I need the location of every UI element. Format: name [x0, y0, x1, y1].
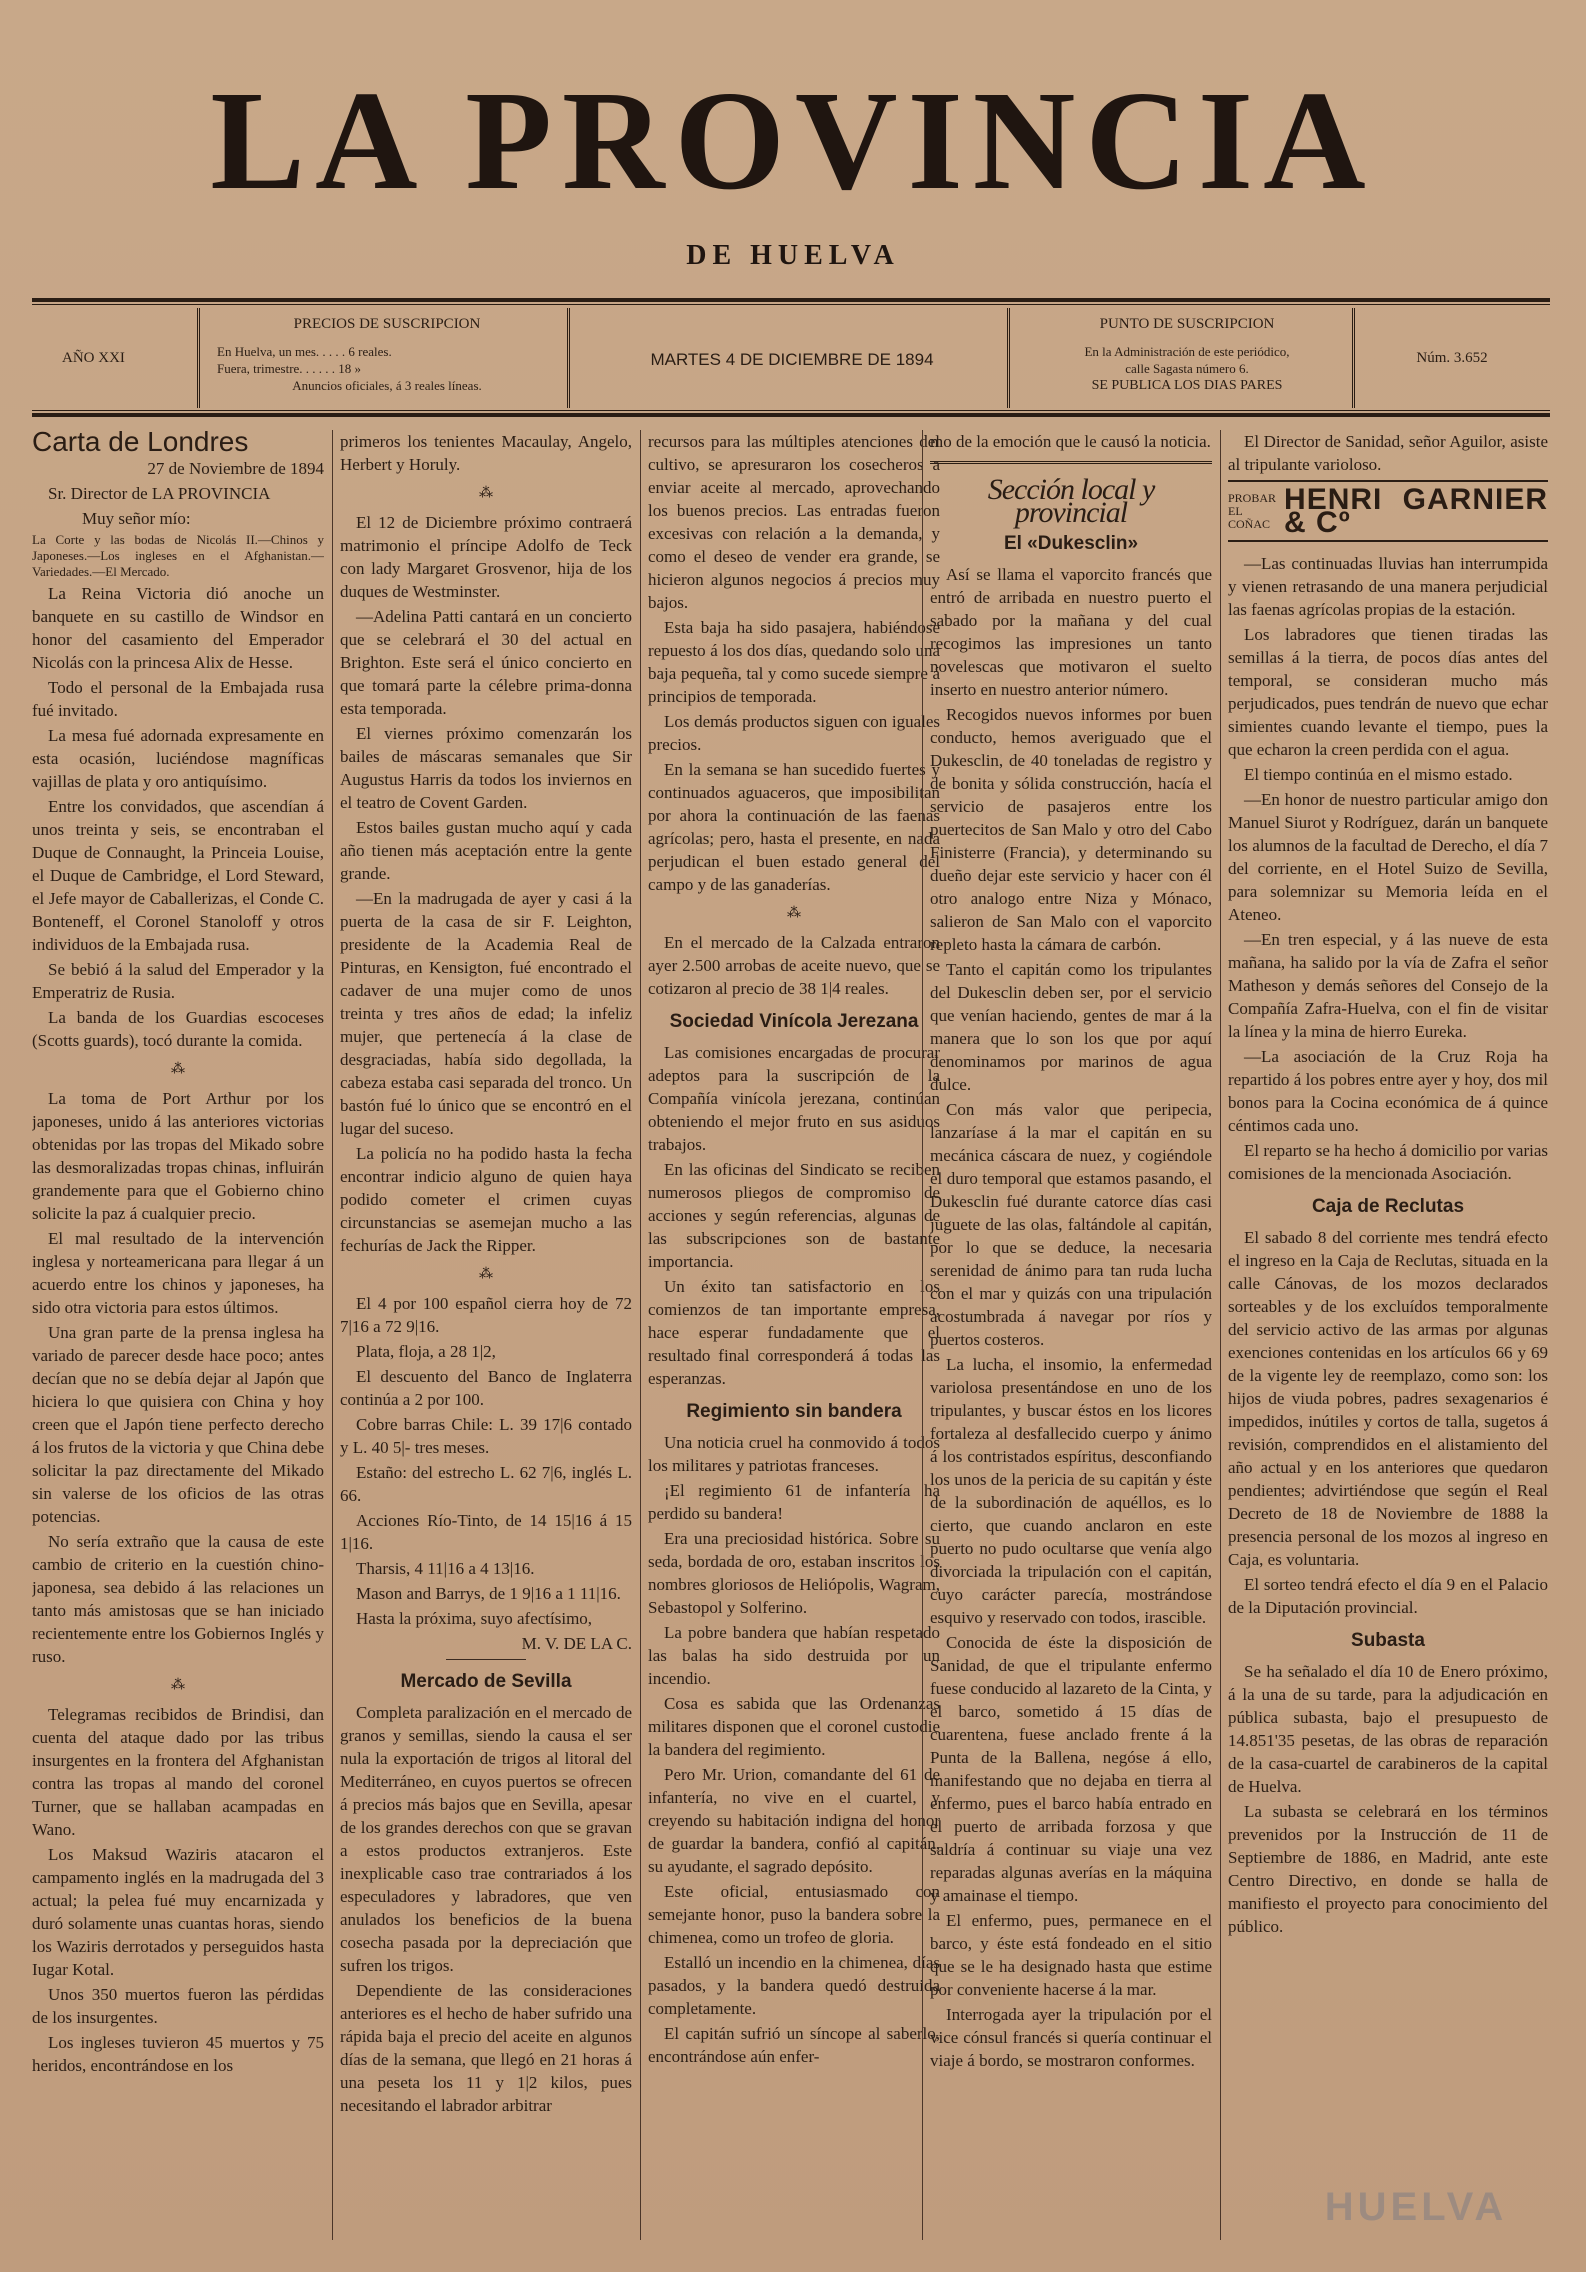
- masthead-subtitle: DE HUELVA: [686, 240, 900, 271]
- paragraph: El 4 por 100 español cierra hoy de 72 7|16 a 72 9|16.: [340, 1294, 632, 1336]
- paragraph: El enfermo, pues, permanece en el barco, y éste está fondeado en el sitio que se le ha designado hasta que estime por conveniente hacerse á la mar.: [930, 1911, 1212, 1999]
- paragraph: El reparto se ha hecho á domicilio por varias comisiones de la mencionada Asociación.: [1228, 1141, 1548, 1183]
- prices-box: [217, 316, 557, 416]
- paragraph: —Adelina Patti cantará en un concierto que se celebrará el 30 del actual en Brighton. Este será el único concierto en que tomará parte la célebre prima-donna esta temporada.: [340, 607, 632, 718]
- paragraph: La pobre bandera que habían respetado las balas ha sido destruida por un incendio.: [648, 1623, 940, 1688]
- paragraph: recursos para las múltiples atenciones del cultivo, se apresuraron los cosecheros a enviar aceite al mercado, aprovechando los buenos precios. Las entradas fueron excesivas con relación a la demanda, y como el deseo de vender era grande, se hicieron algunos negocios á precios muy bajos.: [648, 432, 940, 612]
- paragraph: ¡El regimiento 61 de infantería ha perdido su bandera!: [648, 1481, 940, 1523]
- paragraph: Los Maksud Waziris atacaron el campamento inglés en la madrugada del 3 actual; la pelea fué muy encarnizada y duró solamente unas cuantas horas, siendo los Waziris derrotados y perseguidos hasta Iugar Kotal.: [32, 1845, 324, 1979]
- paragraph: La subasta se celebrará en los términos prevenidos por la Instrucción de 11 de Septiembre de 1886, en Madrid, ante este Centro Directivo, en donde se halla de manifiesto el proyecto para conocimiento del público.: [1228, 1802, 1548, 1936]
- paragraph: Una gran parte de la prensa inglesa ha variado de parecer desde hace poco; antes decían que no se debía dejar al Japón que hiciera lo que quisiera con China y hoy creen que el Japón tiene perfecto derecho á los frutos de la victoria y que China debe solicitar la paz directamente del Mikado sin valerse de los oficios de las otras potencias.: [32, 1323, 324, 1526]
- asterism-icon: ⁂: [479, 1267, 493, 1282]
- section-heading: Subasta: [1351, 1630, 1425, 1651]
- paragraph: No sería extraño que la causa de este cambio de criterio en la cuestión chino-japonesa, sea debido á las relaciones un tanto más amistosas que se han iniciado recientemente entre los Gobiernos Inglés y ruso.: [32, 1532, 324, 1666]
- info-divider: [567, 308, 574, 408]
- column-4: [930, 430, 1212, 2240]
- paragraph: Cobre barras Chile: L. 39 17|6 contado y L. 40 5|- tres meses.: [340, 1415, 632, 1457]
- paragraph: Entre los convidados, que ascendían á unos treinta y seis, se encontraban el Duque de Connaught, la Princeia Louise, el Duque de Cambridge, el Lord Steward, el Jefe mayor de Caballerizas, el Conde C. Bonteneff, el Coronel Stanoloff y otros individuos de la Embajada rusa.: [32, 797, 324, 954]
- paragraph: Con más valor que peripecia, lanzaríase á la mar el capitán en su mecánica cáscara de nuez, y cogiéndole el duro temporal que estamos pasando, el Dukesclin fué durante catorce días casi juguete de las olas, faltándole al capitán, por lo que se deduce, la necesaria serenidad de ánimo para tan ruda lucha con el mar y quizás con una tripulación acostumbrada á navegar por ríos y puertos costeros.: [930, 1100, 1212, 1349]
- column-5: [1228, 430, 1548, 2240]
- point-line: En la Administración de este periódico,: [1084, 344, 1290, 359]
- point-box: [1027, 316, 1347, 416]
- paragraph: En las oficinas del Sindicato se reciben numerosos pliegos de compromiso de acciones y según referencias, algunas de las subscripciones son de bastante importancia.: [648, 1160, 940, 1271]
- section-heading: El «Dukesclin»: [1003, 533, 1139, 554]
- section-heading: Mercado de Sevilla: [400, 1671, 572, 1692]
- masthead-title: LA PROVINCIA: [210, 61, 1376, 219]
- paragraph: La banda de los Guardias escoceses (Scotts guards), tocó durante la comida.: [32, 1008, 324, 1050]
- paragraph: Hasta la próxima, suyo afectísimo,: [356, 1609, 593, 1628]
- prices-title: PRECIOS DE SUSCRIPCION: [293, 316, 481, 332]
- point-line: SE PUBLICA LOS DIAS PARES: [1091, 378, 1283, 393]
- paragraph: Completa paralización en el mercado de granos y semillas, siendo la causa el ser nula la exportación de trigos al litoral del Mediterráneo, en cuyos puertos se ofrecen á precios más bajos que en Sevilla, apesar de los grandes derechos con que se gravan a estos productos extranjeros. Este inexplicable caso trae contrariados á los especuladores y labradores, que ven anulados los beneficios de la buena cosecha pasada por la depreciación que sufren los trigos.: [340, 1703, 632, 1975]
- paragraph: Estaño: del estrecho L. 62 7|6, inglés L. 66.: [340, 1463, 632, 1505]
- paragraph: El descuento del Banco de Inglaterra continúa a 2 por 100.: [340, 1367, 632, 1409]
- point-title: PUNTO DE SUSCRIPCION: [1099, 316, 1275, 332]
- advertisement: [1228, 480, 1548, 542]
- article-date: 27 de Noviembre de 1894: [147, 459, 324, 478]
- info-divider: [197, 308, 204, 408]
- paragraph: Pero Mr. Urion, comandante del 61 de infantería, no vive en el cuartel, y creyendo su habitación indigna del honor de guardar la bandera, confió al capitán, su ayudante, el sagrado depósito.: [648, 1765, 940, 1876]
- paragraph: Conocida de éste la disposición de Sanidad, de que el tripulante enfermo fuese conducido al lazareto de la Cinta, y el barco, sometido á 15 días de cuarentena, fuese anclado frente á la Punta de la Ballena, negóse á ello, manifestando que no dejaba en tierra al enfermo, pues el barco había entrado en el puerto de arribada forzosa y que saldría á continuar su viaje una vez reparadas algunas averías en la máquina y amainase el tiempo.: [930, 1633, 1212, 1905]
- year-label: AÑO XXI: [62, 350, 125, 366]
- paragraph: La toma de Port Arthur por los japoneses, unido á las anteriores victorias obtenidas por las tropas del Mikado sobre las desmoralizadas tropas chinas, influirán grandemente para que el Gobierno chino solicite la paz á cualquier precio.: [32, 1089, 324, 1223]
- issue-number: Núm. 3.652: [1416, 350, 1488, 366]
- paragraph: —Las continuadas lluvias han interrumpida y vienen retrasando de una manera perjudicial las faenas agrícolas propias de la estación.: [1228, 554, 1548, 619]
- asterism-icon: ⁂: [787, 906, 801, 921]
- paragraph: Estalló un incendio en la chimenea, días pasados, y la bandera quedó destruida completamente.: [648, 1953, 940, 2018]
- top-rule: [32, 298, 1550, 302]
- paragraph: Todo el personal de la Embajada rusa fué invitado.: [32, 678, 324, 720]
- paragraph: Este oficial, entusiasmado con semejante honor, puso la bandera sobre la chimenea, como un trofeo de gloria.: [648, 1882, 940, 1947]
- column-divider: [1220, 430, 1221, 2240]
- info-divider: [1007, 308, 1014, 408]
- paragraph: mo de la emoción que le causó la noticia.: [930, 432, 1211, 451]
- ad-text: PROBAR EL COÑAC: [1228, 490, 1277, 531]
- paragraph: Estos bailes gustan mucho aquí y cada año tienen más aceptación entre la gente grande.: [340, 818, 632, 883]
- paragraph: Acciones Río-Tinto, de 14 15|16 á 15 1|16.: [340, 1511, 632, 1553]
- library-stamp: HUELVA: [1324, 2184, 1508, 2229]
- paragraph: Tanto el capitán como los tripulantes del Dukesclin deben ser, por el servicio que venían haciendo, gentes de mar á la manera que lo son los que por aquí denominamos por marinos de agua dulce.: [930, 960, 1212, 1094]
- paragraph: Unos 350 muertos fueron las pérdidas de los insurgentes.: [32, 1985, 324, 2027]
- section-heading: Caja de Reclutas: [1311, 1196, 1465, 1217]
- paragraph: Tharsis, 4 11|16 a 4 13|16.: [356, 1559, 535, 1578]
- paragraph: Interrogada ayer la tripulación por el vice cónsul francés si quería continuar el viaje á bordo, se mostraron conformes.: [930, 2005, 1212, 2070]
- paragraph: Una noticia cruel ha conmovido á todos los militares y patriotas franceses.: [648, 1433, 940, 1475]
- paragraph: El sorteo tendrá efecto el día 9 en el Palacio de la Diputación provincial.: [1228, 1575, 1548, 1617]
- section-heading: Sección local y provincial: [987, 473, 1155, 529]
- paragraph: —En la madrugada de ayer y casi á la puerta de la casa de sir F. Leighton, presidente de la Academia Real de Pinturas, en Kensigton, fué encontrado el cadaver de una mujer como de unos treinta y tres años de edad; la infeliz mujer, que pertenecía á la clase de desgraciadas, había sido degollada, la cabeza estaba casi separada del tronco. Un bastón fué lo único que se encontró en el lugar del suceso.: [340, 889, 632, 1138]
- price-line: Fuera, trimestre. . . . . . 18 »: [217, 361, 362, 376]
- paragraph: —En honor de nuestro particular amigo don Manuel Siurot y Rodríguez, darán un banquete los alumnos de la facultad de Derecho, el día 7 del corriente, en el Hotel Suizo de Sevilla, para solemnizar su Memoria leída en el Ateneo.: [1228, 790, 1548, 924]
- paragraph: El tiempo continúa en el mismo estado.: [1244, 765, 1513, 784]
- paragraph: —La asociación de la Cruz Roja ha repartido á los pobres entre ayer y hoy, dos mil bonos para la Cocina económica de á quince céntimos cada uno.: [1228, 1047, 1548, 1135]
- paragraph: El sabado 8 del corriente mes tendrá efecto el ingreso en la Caja de Reclutas, situada en la calle Cánovas, de los mozos declarados sorteables y de los excluídos temporalmente del servicio activo de las armas por algunas exenciones contenidas en los artículos 66 y 69 de la vigente ley de reemplazo, como son: los hijos de viuda pobres, padres sexagenarios é impedidos, inútiles y cortos de talla, sugetos á revisión, comprendidos en el alistamiento del año actual y en los anteriores que quedaron pendientes; advirtiéndose que según el Real Decreto de 18 de Noviembre de 1888 la presencia personal de los mozos al ingreso en Caja, es voluntaria.: [1228, 1228, 1548, 1569]
- paragraph: La Reina Victoria dió anoche un banquete en su castillo de Windsor en honor del casamiento del Emperador Nicolás con la princesa Alix de Hesse.: [32, 584, 324, 672]
- column-3: [648, 430, 940, 2240]
- section-heading: Regimiento sin bandera: [686, 1401, 902, 1422]
- paragraph: Las comisiones encargadas de procurar adeptos para la suscripción de la Compañía vinícola jerezana, continúan obteniendo el mejor fruto en sus asiduos trabajos.: [648, 1043, 940, 1154]
- price-line: En Huelva, un mes. . . . . 6 reales.: [217, 344, 392, 359]
- paragraph: Se bebió á la salud del Emperador y la Emperatriz de Rusia.: [32, 960, 324, 1002]
- asterism-icon: ⁂: [479, 486, 493, 501]
- paragraph: Los labradores que tienen tiradas las semillas á la tierra, de pocos días antes del temporal, se consideran mucho más perjudicados, pues tendrán de nuevo que echar simientes cuando levante el tiempo, pues la que echaron la creen perdida con el agua.: [1228, 625, 1548, 759]
- paragraph: —En tren especial, y á las nueve de esta mañana, ha salido por la vía de Zafra el señor Matheson y demás señores del Consejo de la Compañía Zafra-Huelva, con el fin de visitar la línea y la mina de hierro Eureka.: [1228, 930, 1548, 1041]
- salutation: Muy señor mío:: [82, 509, 191, 528]
- point-line: calle Sagasta número 6.: [1125, 361, 1249, 376]
- price-line: Anuncios oficiales, á 3 reales líneas.: [292, 378, 482, 393]
- paragraph: Plata, floja, a 28 1|2,: [356, 1342, 496, 1361]
- column-divider: [922, 430, 923, 2240]
- paragraph: En la semana se han sucedido fuertes y continuados aguaceros, que imposibilitan por ahora la continuación de las faenas agrícolas; pero, hasta el presente, en nada perjudican el buen estado general del campo y de las ganaderías.: [648, 760, 940, 894]
- column-2: [340, 430, 632, 2240]
- paragraph: Un éxito tan satisfactorio en los comienzos de tan importante empresa, hace esperar fundadamente que el resultado final corresponderá á todas las esperanzas.: [648, 1277, 940, 1388]
- info-divider: [1352, 308, 1359, 408]
- bottom-rule-thin: [32, 410, 1550, 411]
- paragraph: En el mercado de la Calzada entraron ayer 2.500 arrobas de aceite nuevo, que se cotizaron al precio de 38 1|4 reales.: [648, 933, 940, 998]
- paragraph: La lucha, el insomio, la enfermedad variolosa presentándose en uno de los tripulantes, y buscar éstos en los licores fortaleza al desfallecido cuerpo y ánimo á los contristados espíritus, desconfiando los unos de la pericia de su capitán y éste de la subordinación de aquéllos, es lo cierto, que cuando anclaron en este puerto no pudo ocultarse que venía algo divorciada la tripulación con el capitán, cuyo carácter parecía, mostrándose esquivo y reservado con todos, irascible.: [930, 1355, 1212, 1627]
- paragraph: El capitán sufrió un síncope al saberlo, encontrándose aún enfer-: [648, 2024, 940, 2066]
- ad-brand: HENRI GARNIER & Cº: [1284, 483, 1548, 539]
- paragraph: El Director de Sanidad, señor Aguilor, asiste al tripulante varioloso.: [1228, 432, 1548, 474]
- asterism-icon: ⁂: [171, 1062, 185, 1077]
- article-title: Carta de Londres: [32, 430, 249, 457]
- top-rule-thin: [32, 304, 1550, 305]
- paragraph: La policía no ha podido hasta la fecha encontrar indicio alguno de quien haya podido cometer el crimen cuyas circunstancias se asemejan mucho a las fechurías de Jack the Ripper.: [340, 1144, 632, 1255]
- asterism-icon: ⁂: [171, 1678, 185, 1693]
- paragraph: El 12 de Diciembre próximo contraerá matrimonio el príncipe Adolfo de Teck con lady Margaret Grosvenor, hija de los duques de Westminster.: [340, 513, 632, 601]
- paragraph: El mal resultado de la intervención inglesa y norteamericana para llegar á un acuerdo entre los chinos y japoneses, ha sido otra victoria para estos últimos.: [32, 1229, 324, 1317]
- paragraph: El viernes próximo comenzarán los bailes de máscaras semanales que Sir Augustus Harris da todos los inviernos en el teatro de Covent Garden.: [340, 724, 632, 812]
- salutation: Sr. Director de LA PROVINCIA: [48, 484, 271, 503]
- column-divider: [640, 430, 641, 2240]
- info-bar: [32, 308, 1550, 408]
- paragraph: Se ha señalado el día 10 de Enero próximo, á la una de su tarde, para la adjudicación en pública subasta, bajo el presupuesto de 14.851'35 pesetas, de las obras de reparación de la casa-cuartel de carabineros de la capital de Huelva.: [1228, 1662, 1548, 1796]
- paragraph: Cosa es sabida que las Ordenanzas militares disponen que el coronel custodie la bandera del regimiento.: [648, 1694, 940, 1759]
- paragraph: Así se llama el vaporcito francés que entró de arribada en nuestro puerto el sabado por la mañana y del cual recogimos las impresiones un tanto novelescas que motivaron el suelto inserto en nuestro anterior número.: [930, 565, 1212, 699]
- article-summary: La Corte y las bodas de Nicolás II.—Chinos y Japoneses.—Los ingleses en el Afghanistan.—Variedades.—El Mercado.: [32, 532, 324, 579]
- column-1: [32, 430, 324, 2240]
- signature: M. V. DE LA C.: [521, 1634, 632, 1653]
- paragraph: Dependiente de las consideraciones anteriores es el hecho de haber sufrido una rápida baja el precio del aceite en algunos días de la semana, que llegó en 21 horas á una peseta los 11 y 1|2 kilos, pues necesitando el labrador arbitrar: [340, 1981, 632, 2115]
- paragraph: Esta baja ha sido pasajera, habiéndose repuesto á los dos días, quedando solo una baja pequeña, tal y como sucede siempre á principios de temporada.: [648, 618, 940, 706]
- divider: [930, 461, 1212, 464]
- paragraph: Telegramas recibidos de Brindisi, dan cuenta del ataque dado por las tribus insurgentes en la frontera del Afghanistan contra las tropas al mando del coronel Turner, que se hallaban acampadas en Wano.: [32, 1705, 324, 1839]
- paragraph: Mason and Barrys, de 1 9|16 a 1 11|16.: [356, 1584, 621, 1603]
- paragraph: Los demás productos siguen con iguales precios.: [648, 712, 940, 754]
- paragraph: La mesa fué adornada expresamente en esta ocasión, luciéndose magníficas vajillas de plata y oro antiquísimo.: [32, 726, 324, 791]
- paragraph: primeros los tenientes Macaulay, Angelo, Herbert y Horuly.: [340, 432, 632, 474]
- section-heading: Sociedad Vinícola Jerezana: [669, 1011, 919, 1032]
- column-divider: [332, 430, 333, 2240]
- paragraph: Los ingleses tuvieron 45 muertos y 75 heridos, encontrándose en los: [32, 2033, 324, 2075]
- paragraph: Recogidos nuevos informes por buen conducto, hemos averiguado que el Dukesclin, de 40 toneladas de registro y de bonita y sólida construcción, hacía el servicio de pasajeros entre los puertecitos de San Malo y otro del Cabo Finisterre (Francia), y determinando su dueño dejar este servicio y hacer con él otro analogo entre Niza y Mónaco, salieron de San Malo con el vaporcito repleto hasta la cámara de carbón.: [930, 705, 1212, 954]
- paragraph: Era una preciosidad histórica. Sobre su seda, bordada de oro, estaban inscritos los nombres gloriosos de Heliópolis, Wagram, Sebastopol y Solferino.: [648, 1529, 940, 1617]
- divider: [446, 1659, 526, 1660]
- issue-date: MARTES 4 DE DICIEMBRE DE 1894: [650, 350, 934, 369]
- bottom-rule: [32, 413, 1550, 417]
